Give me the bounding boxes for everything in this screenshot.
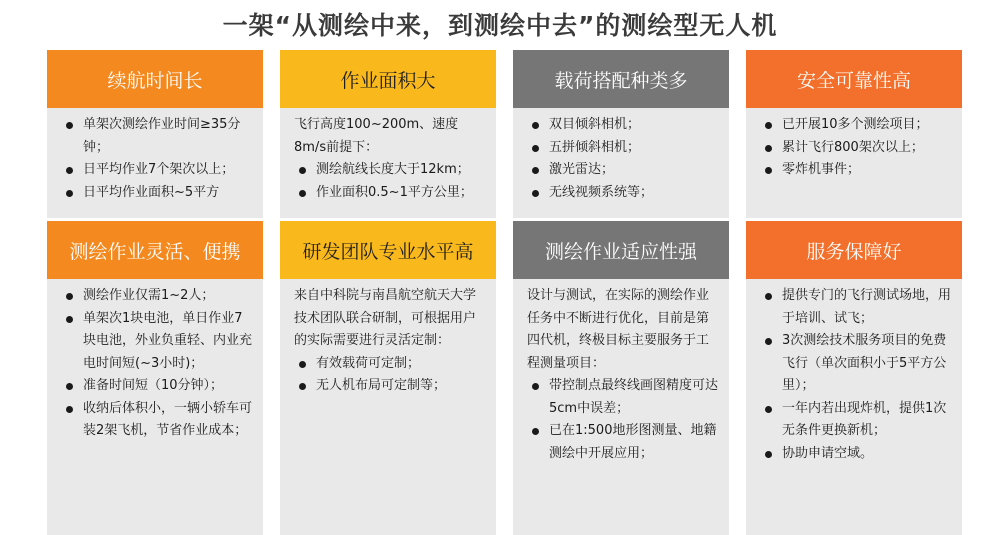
card-header: 测绘作业适应性强	[513, 221, 729, 279]
list-item: 一年内若出现炸机，提供1次无条件更换新机；	[756, 398, 952, 443]
list-item: 零炸机事件；	[756, 159, 952, 182]
list-item: 无人机布局可定制等；	[290, 375, 486, 398]
card-header: 服务保障好	[746, 221, 962, 279]
list-item: 有效载荷可定制；	[290, 353, 486, 376]
list-item: 作业面积0.5~1平方公里；	[290, 182, 486, 205]
bullet-list	[523, 114, 719, 204]
card-coverage	[280, 50, 496, 218]
card-body	[513, 279, 729, 535]
card-body	[280, 279, 496, 535]
list-item: 带控制点最终线画图精度可达5cm中误差；	[523, 375, 719, 420]
bullet-list	[756, 114, 952, 182]
list-item: 测绘航线长度大于12km；	[290, 159, 486, 182]
list-item: 提供专门的飞行测试场地，用于培训、试飞；	[756, 285, 952, 330]
card-header: 测绘作业灵活、便携	[47, 221, 263, 279]
card-body	[47, 108, 263, 218]
bullet-list	[57, 114, 253, 204]
bullet-list	[756, 285, 952, 465]
page-title: 一架“从测绘中来，到测绘中去”的测绘型无人机	[222, 11, 778, 40]
card-intro: 设计与测试，在实际的测绘作业任务中不断进行优化，目前是第四代机，终极目标主要服务于工程测量项目：	[527, 288, 710, 371]
list-item: 五拼倾斜相机；	[523, 137, 719, 160]
card-body	[280, 108, 496, 218]
card-body	[513, 108, 729, 218]
list-item: 准备时间短（10分钟）；	[57, 375, 253, 398]
card-intro: 来自中科院与南昌航空航天大学技术团队联合研制，可根据用户的实际需要进行灵活定制：	[294, 288, 477, 348]
bullet-list	[290, 159, 486, 204]
card-payloads	[513, 50, 729, 218]
list-item: 单架次1块电池，单日作业7块电池，外业负重轻、内业充电时间短(~3小时)；	[57, 308, 253, 376]
list-item: 日平均作业面积~5平方	[57, 182, 253, 205]
card-header: 安全可靠性高	[746, 50, 962, 108]
list-item: 已在1:500地形图测量、地籍测绘中开展应用；	[523, 420, 719, 465]
card-header: 作业面积大	[280, 50, 496, 108]
list-item: 无线视频系统等；	[523, 182, 719, 205]
list-item: 日平均作业7个架次以上；	[57, 159, 253, 182]
card-body	[47, 279, 263, 535]
card-body	[746, 279, 962, 535]
bullet-list	[57, 285, 253, 443]
list-item: 单架次测绘作业时间≥35分钟；	[57, 114, 253, 159]
card-intro: 飞行高度100~200m、速度8m/s前提下：	[294, 117, 459, 155]
list-item: 测绘作业仅需1~2人；	[57, 285, 253, 308]
card-header: 研发团队专业水平高	[280, 221, 496, 279]
bullet-list	[523, 375, 719, 465]
list-item: 协助申请空域。	[756, 443, 952, 466]
list-item: 激光雷达；	[523, 159, 719, 182]
card-header: 载荷搭配种类多	[513, 50, 729, 108]
card-header: 续航时间长	[47, 50, 263, 108]
card-body	[746, 108, 962, 218]
list-item: 累计飞行800架次以上；	[756, 137, 952, 160]
list-item: 已开展10多个测绘项目；	[756, 114, 952, 137]
card-reliability	[746, 50, 962, 218]
list-item: 双目倾斜相机；	[523, 114, 719, 137]
card-endurance	[47, 50, 263, 218]
list-item: 收纳后体积小，一辆小轿车可装2架飞机，节省作业成本；	[57, 398, 253, 443]
bullet-list	[290, 353, 486, 398]
list-item: 3次测绘技术服务项目的免费飞行（单次面积小于5平方公里）；	[756, 330, 952, 398]
